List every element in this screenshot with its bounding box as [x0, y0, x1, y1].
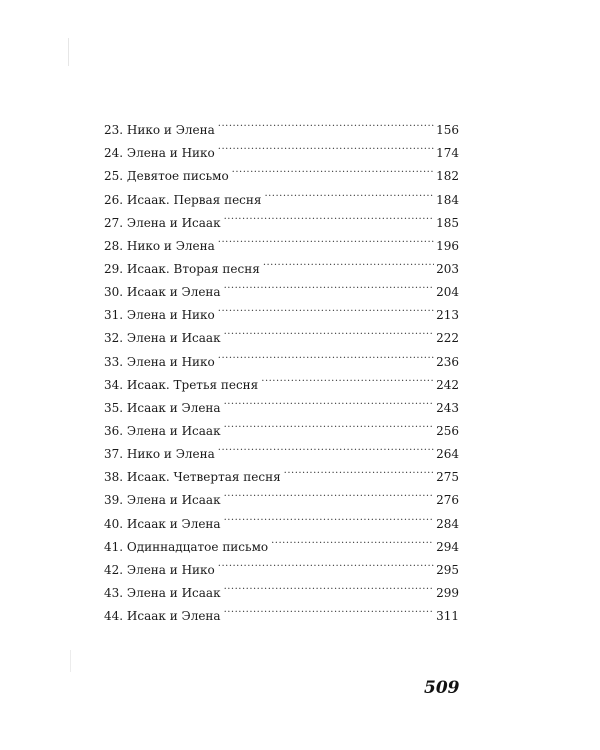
toc-dot-leader	[284, 458, 434, 481]
toc-dot-leader	[218, 551, 434, 574]
toc-dot-leader	[264, 180, 434, 203]
toc-dot-leader	[218, 134, 434, 157]
toc-entry-page: 185	[436, 215, 459, 230]
toc-entry-page: 174	[436, 146, 459, 161]
toc-entry-page: 213	[436, 308, 459, 323]
toc-entry-title: 37. Нико и Элена	[104, 447, 215, 462]
toc-entry-title: 23. Нико и Элена	[104, 123, 215, 138]
toc-entry-title: 30. Исаак и Элена	[104, 285, 221, 300]
toc-entry-title: 33. Элена и Нико	[104, 354, 215, 369]
toc-dot-leader	[224, 597, 435, 620]
toc-entry-title: 29. Исаак. Вторая песня	[104, 261, 260, 276]
toc-dot-leader	[263, 250, 434, 273]
toc-dot-leader	[218, 227, 434, 250]
toc-dot-leader	[224, 204, 435, 227]
toc-entry-page: 184	[436, 192, 459, 207]
toc-entry-page: 276	[436, 493, 459, 508]
toc-entry-page: 294	[436, 539, 459, 554]
toc-entry-title: 43. Элена и Исаак	[104, 585, 221, 600]
toc-entry-page: 284	[436, 516, 459, 531]
toc-entry-title: 25. Девятое письмо	[104, 169, 229, 184]
toc-entry-page: 236	[436, 354, 459, 369]
toc-entry-page: 256	[436, 423, 459, 438]
toc-entry-page: 295	[436, 562, 459, 577]
page-edge-mark	[70, 650, 71, 672]
toc-dot-leader	[224, 389, 435, 412]
toc-entry-title: 42. Элена и Нико	[104, 562, 215, 577]
toc-entry-title: 44. Исаак и Элена	[104, 609, 221, 624]
toc-entry-page: 311	[436, 609, 459, 624]
toc-entry-page: 182	[436, 169, 459, 184]
page-number: 509	[424, 678, 460, 698]
toc-dot-leader	[224, 319, 435, 342]
toc-dot-leader	[224, 273, 435, 296]
toc-entry-page: 222	[436, 331, 459, 346]
toc-entry-page: 196	[436, 238, 459, 253]
toc-entry-title: 41. Одиннадцатое письмо	[104, 539, 269, 554]
toc-dot-leader	[261, 366, 434, 389]
toc-entry-title: 26. Исаак. Первая песня	[104, 192, 262, 207]
toc-entry-page: 275	[436, 470, 459, 485]
toc-entry-title: 28. Нико и Элена	[104, 238, 215, 253]
toc-entry-title: 35. Исаак и Элена	[104, 400, 221, 415]
toc-dot-leader	[224, 481, 435, 504]
toc-entry-title: 38. Исаак. Четвертая песня	[104, 470, 281, 485]
toc-entry	[104, 111, 459, 138]
toc-dot-leader	[218, 342, 434, 365]
toc-entry-page: 204	[436, 285, 459, 300]
table-of-contents	[104, 111, 459, 624]
toc-dot-leader	[218, 296, 434, 319]
toc-entry-title: 34. Исаак. Третья песня	[104, 377, 259, 392]
toc-dot-leader	[271, 528, 434, 551]
toc-entry-page: 264	[436, 447, 459, 462]
toc-entry-page: 203	[436, 261, 459, 276]
page-edge-mark	[68, 38, 69, 66]
toc-entry-title: 40. Исаак и Элена	[104, 516, 221, 531]
toc-entry-page: 299	[436, 585, 459, 600]
toc-entry-title: 31. Элена и Нико	[104, 308, 215, 323]
toc-dot-leader	[224, 504, 435, 527]
toc-entry-page: 243	[436, 400, 459, 415]
toc-entry-title: 27. Элена и Исаак	[104, 215, 221, 230]
toc-entry-title: 36. Элена и Исаак	[104, 423, 221, 438]
toc-dot-leader	[224, 412, 435, 435]
toc-dot-leader	[224, 574, 435, 597]
toc-entry-title: 24. Элена и Нико	[104, 146, 215, 161]
toc-entry-page: 242	[436, 377, 459, 392]
toc-entry-title: 32. Элена и Исаак	[104, 331, 221, 346]
toc-entry-page: 156	[436, 123, 459, 138]
toc-dot-leader	[218, 111, 434, 134]
toc-entry-title: 39. Элена и Исаак	[104, 493, 221, 508]
toc-dot-leader	[232, 157, 434, 180]
toc-dot-leader	[218, 435, 434, 458]
